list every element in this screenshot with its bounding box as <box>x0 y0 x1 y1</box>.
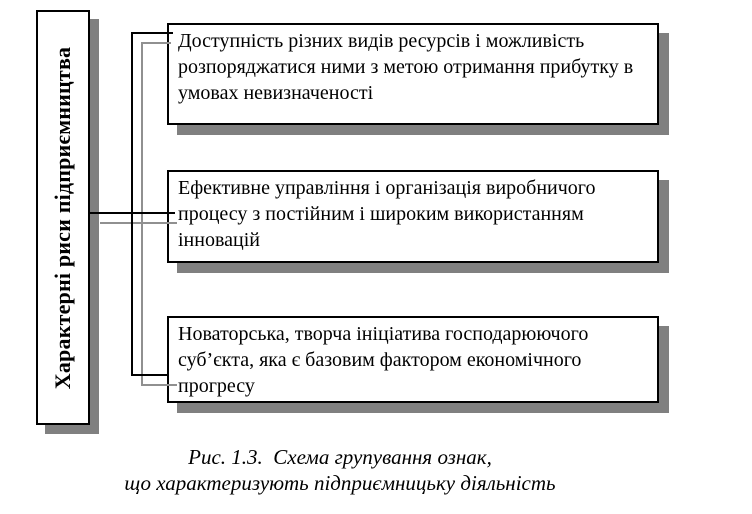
figure-caption-line-2: що характеризують підприємницьку діяльність <box>124 471 556 495</box>
figure-caption-line-1: Рис. 1.3. Схема групування ознак, <box>188 445 492 469</box>
feature-box-3-text: Новаторська, творча ініціатива господарюючого суб’єкта, яка є базовим фактором економічного прогресу <box>178 323 589 397</box>
connector-shadow <box>100 42 177 386</box>
connector-black <box>90 32 175 376</box>
feature-box-1-text: Доступність різних видів ресурсів і можливість розпоряджатися ними з метою отримання прибутку в умовах невизначеності <box>178 30 634 104</box>
side-title-label: Характерні риси підприємництва <box>50 46 75 389</box>
feature-box-2-text: Ефективне управління і організація виробничого процесу з постійним і широким використанням інновацій <box>178 177 596 251</box>
feature-box-2 <box>167 170 659 263</box>
figure-caption <box>80 444 600 496</box>
feature-box-3 <box>167 316 659 403</box>
feature-box-1 <box>167 23 659 125</box>
side-title-box <box>36 10 90 425</box>
